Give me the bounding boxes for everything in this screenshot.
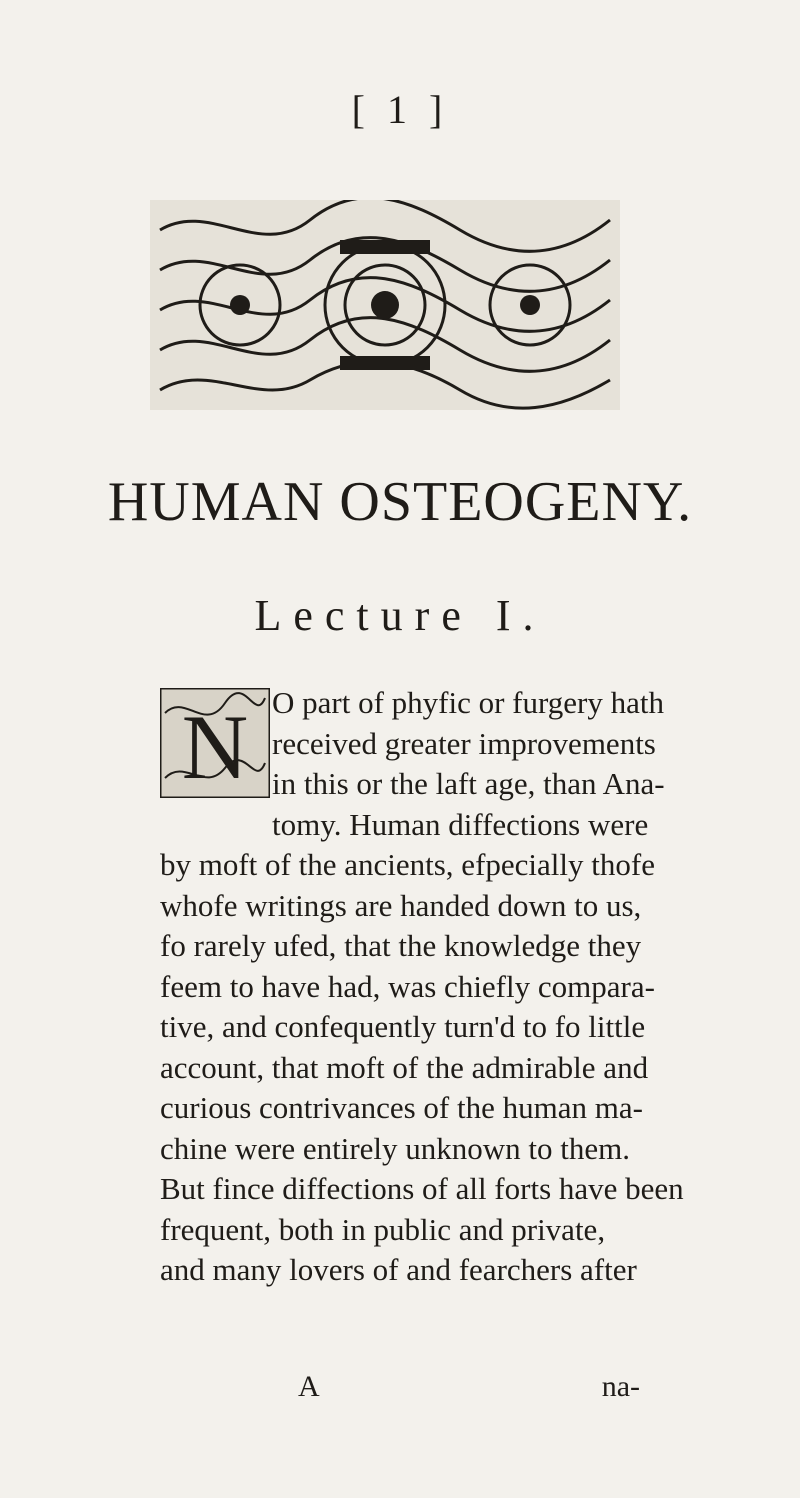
page-footer: [160, 1370, 640, 1410]
text-line: received greater improvements: [272, 725, 656, 761]
text-line: chine were entirely unknown to them.: [160, 1130, 631, 1166]
text-line: curious contrivances of the human ma-: [160, 1090, 643, 1125]
text-line: tive, and confequently turn'd to fo little: [160, 1009, 646, 1044]
text-line: feem to have had, was chiefly compara-: [160, 968, 655, 1004]
lecture-heading: Lecture I.: [254, 591, 546, 640]
text-line: in this or the laft age, than Ana-: [272, 766, 665, 801]
text-line: fo rarely ufed, that the knowledge they: [160, 928, 642, 963]
text-line: by moft of the ancients, efpecially thofe: [160, 847, 655, 882]
text-line: But fince diffections of all forts have been: [160, 1171, 684, 1206]
body-paragraph: [160, 683, 684, 1291]
text-line: and many lovers of and fearchers after: [160, 1252, 637, 1287]
lecture-series-title: HUMAN OSTEOGENY.: [107, 471, 693, 533]
text-line: whofe writings are handed down to us,: [160, 887, 642, 923]
ornamental-headpiece: [150, 200, 620, 410]
signature-mark: A: [298, 1370, 320, 1403]
text-line: account, that moft of the admirable and: [160, 1049, 649, 1085]
text-line: frequent, both in public and private,: [160, 1211, 606, 1247]
catchword: na-: [601, 1370, 640, 1403]
page-number: [ 1 ]: [351, 87, 449, 132]
text-line: tomy. Human diffections were: [272, 806, 649, 842]
drop-cap-letter: N: [181, 696, 249, 798]
text-line: O part of phyfic or furgery hath: [272, 685, 664, 720]
